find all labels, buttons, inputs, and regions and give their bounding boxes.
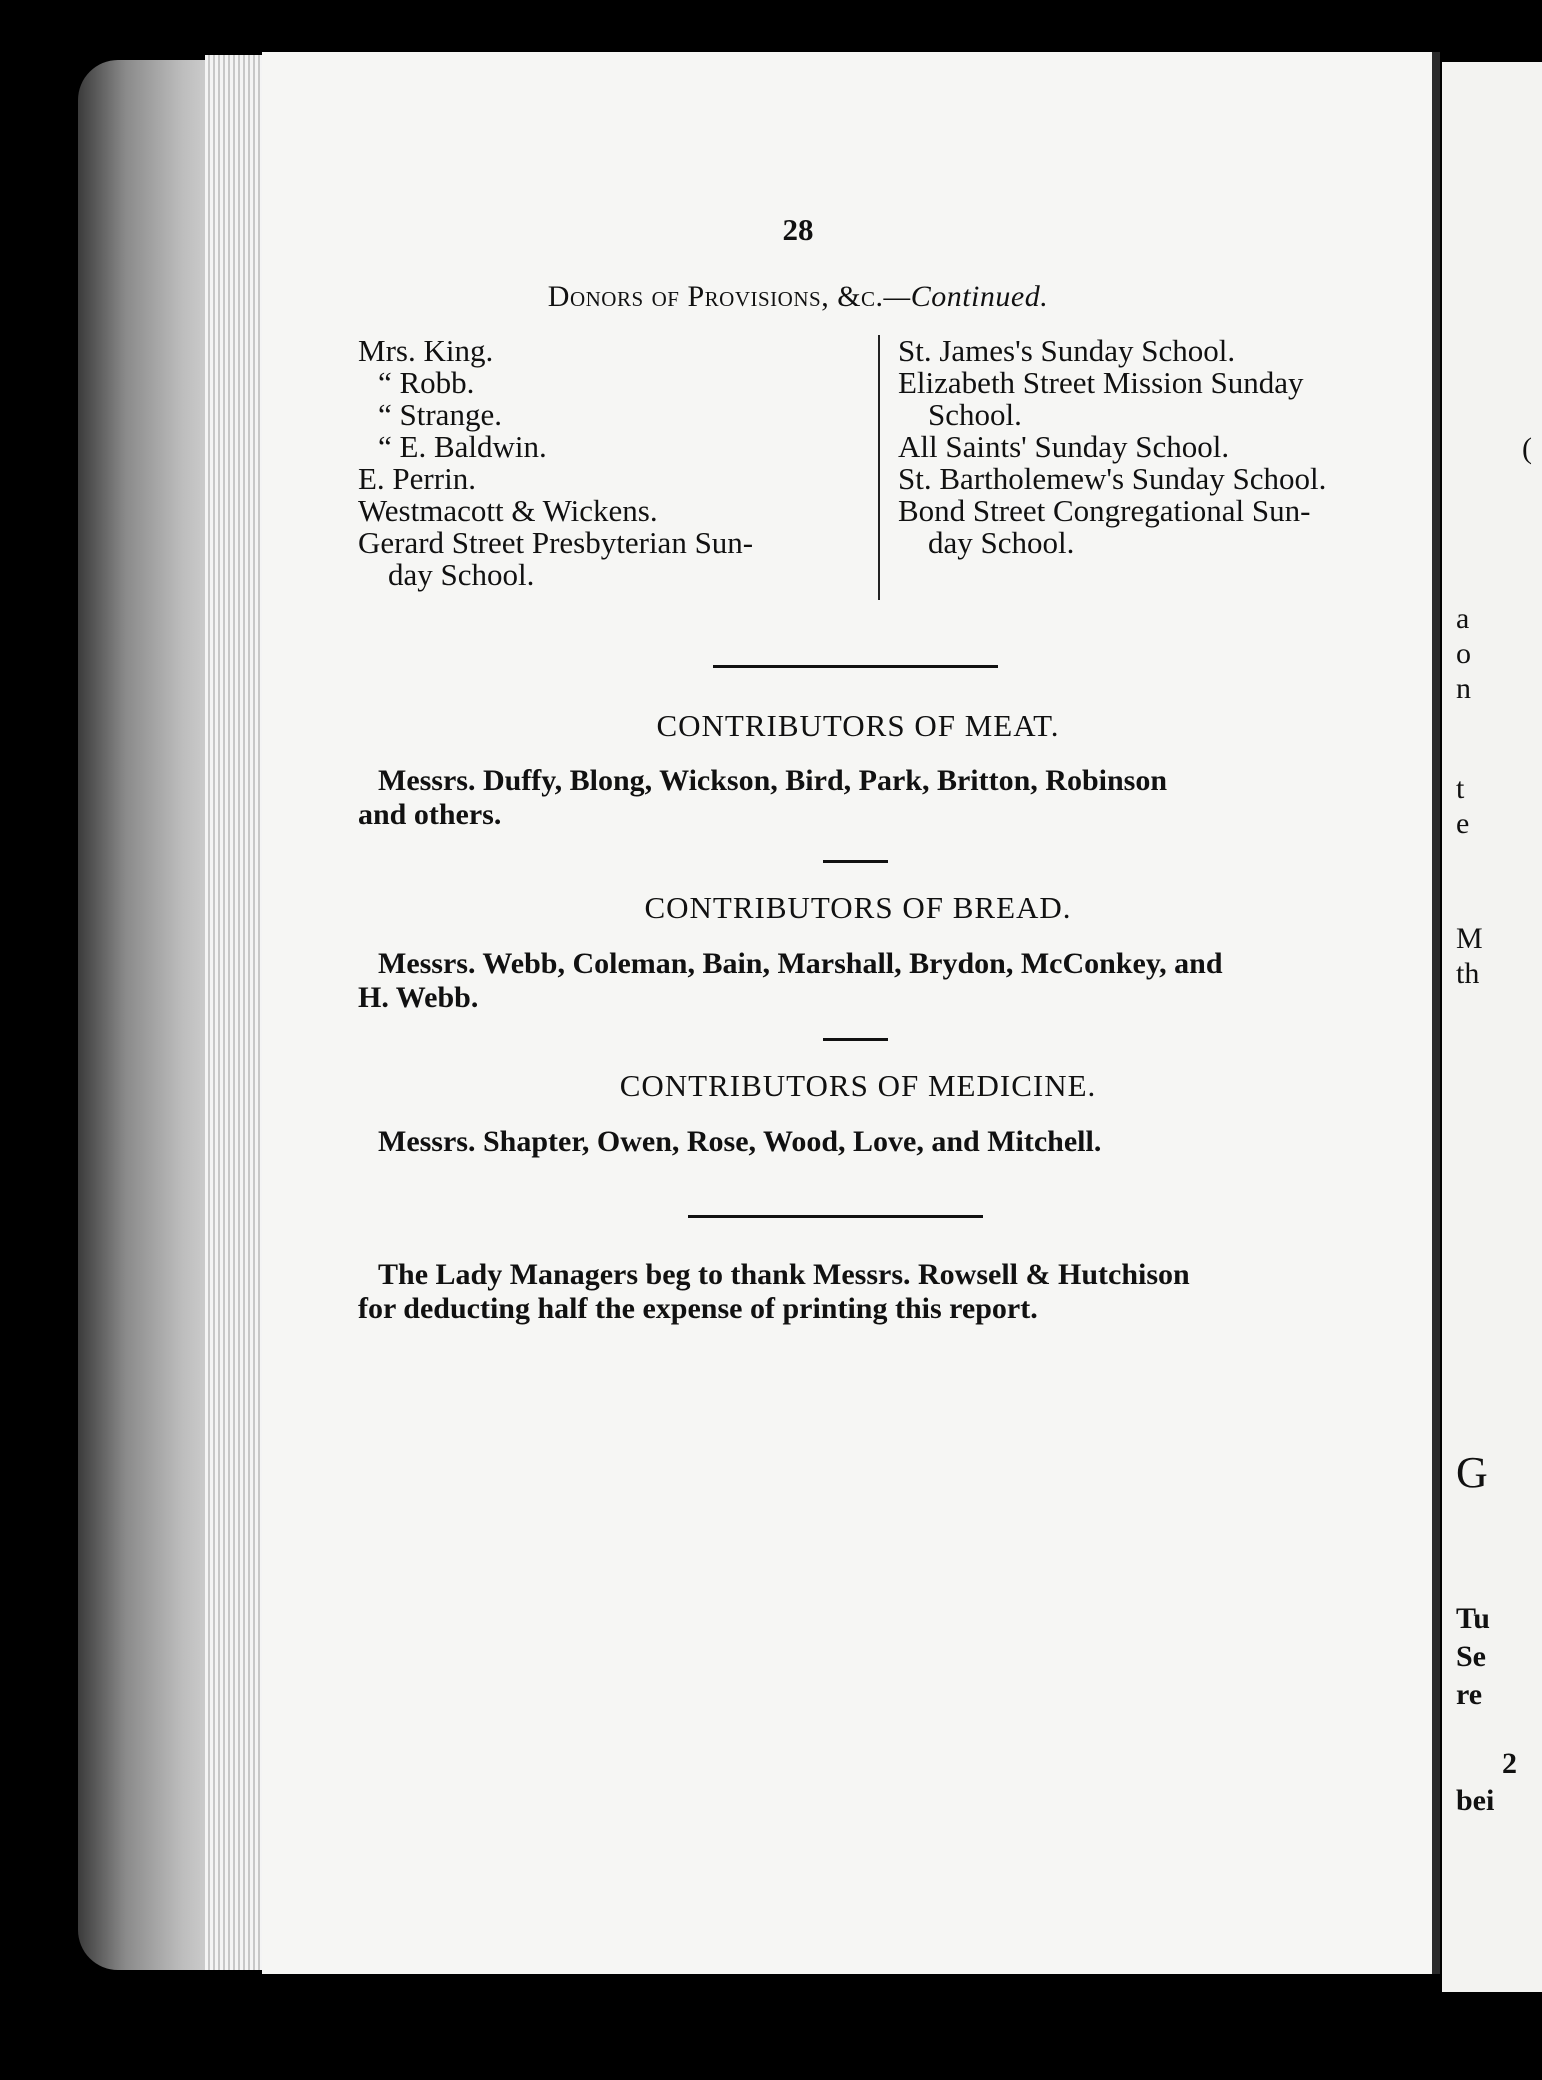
adjacent-text: re <box>1456 1678 1483 1711</box>
thanks-text <box>358 1258 1348 1326</box>
adjacent-text: M <box>1456 922 1483 955</box>
donor-entry: “ Robb. <box>378 365 475 400</box>
donor-entry: day School. <box>388 557 535 592</box>
thanks-line: for deducting half the expense of printing this report. <box>358 1292 1038 1325</box>
adjacent-text: G <box>1456 1448 1488 1497</box>
bread-line: H. Webb. <box>358 981 479 1014</box>
adjacent-text: bei <box>1456 1784 1495 1817</box>
adjacent-text: a <box>1456 602 1470 635</box>
adjacent-text: o <box>1456 637 1471 670</box>
bread-text <box>358 947 1348 1015</box>
donor-entry: Gerard Street Presbyterian Sun- <box>358 525 754 560</box>
medicine-text <box>358 1125 1348 1159</box>
bread-line: Messrs. Webb, Coleman, Bain, Marshall, Brydon, McConkey, and <box>378 947 1223 980</box>
donor-entry: St. Bartholemew's Sunday School. <box>898 461 1327 496</box>
section-divider <box>823 860 888 863</box>
medicine-title: CONTRIBUTORS OF MEDICINE. <box>619 1068 1097 1103</box>
meat-line: and others. <box>358 798 502 831</box>
donor-entry: Elizabeth Street Mission Sunday <box>898 365 1304 400</box>
donors-heading <box>358 280 1238 314</box>
donor-entry: St. James's Sunday School. <box>898 333 1236 368</box>
donor-entry: “ E. Baldwin. <box>378 429 547 464</box>
adjacent-text: 2 <box>1502 1747 1517 1780</box>
donor-entry: “ Strange. <box>378 397 502 432</box>
medicine-line: Messrs. Shapter, Owen, Rose, Wood, Love, and Mitchell. <box>378 1125 1102 1158</box>
adjacent-text: t <box>1456 772 1465 805</box>
donor-entry: Bond Street Congregational Sun- <box>898 493 1311 528</box>
donor-entry: day School. <box>928 525 1075 560</box>
adjacent-text: th <box>1456 957 1480 990</box>
adjacent-text: n <box>1456 672 1471 705</box>
donor-entry: Westmacott & Wickens. <box>358 493 658 528</box>
donors-right-column <box>878 335 1388 600</box>
adjacent-text: e <box>1456 807 1470 840</box>
donor-entry: E. Perrin. <box>358 461 476 496</box>
donor-entry: Mrs. King. <box>358 333 494 368</box>
bread-title: CONTRIBUTORS OF BREAD. <box>644 890 1072 925</box>
thanks-line: The Lady Managers beg to thank Messrs. Rowsell & Hutchison <box>378 1258 1190 1291</box>
donors-heading-text: Donors of Provisions, &c. <box>547 280 884 313</box>
section-divider <box>823 1038 888 1041</box>
meat-title: CONTRIBUTORS OF MEAT. <box>656 708 1060 743</box>
meat-text <box>358 764 1348 832</box>
section-divider <box>713 665 998 668</box>
adjacent-text: Tu <box>1456 1602 1490 1635</box>
donors-heading-continued: —Continued. <box>883 280 1049 313</box>
donor-entry: All Saints' Sunday School. <box>898 429 1230 464</box>
adjacent-text: Se <box>1456 1640 1486 1673</box>
adjacent-text: ( <box>1522 432 1532 465</box>
adjacent-page-fragment <box>1442 62 1542 1992</box>
meat-line: Messrs. Duffy, Blong, Wickson, Bird, Park, Britton, Robinson <box>378 764 1168 797</box>
page-number: 28 <box>782 212 814 247</box>
donors-left-column <box>358 335 863 591</box>
section-divider <box>688 1215 983 1218</box>
donor-entry: School. <box>928 397 1022 432</box>
